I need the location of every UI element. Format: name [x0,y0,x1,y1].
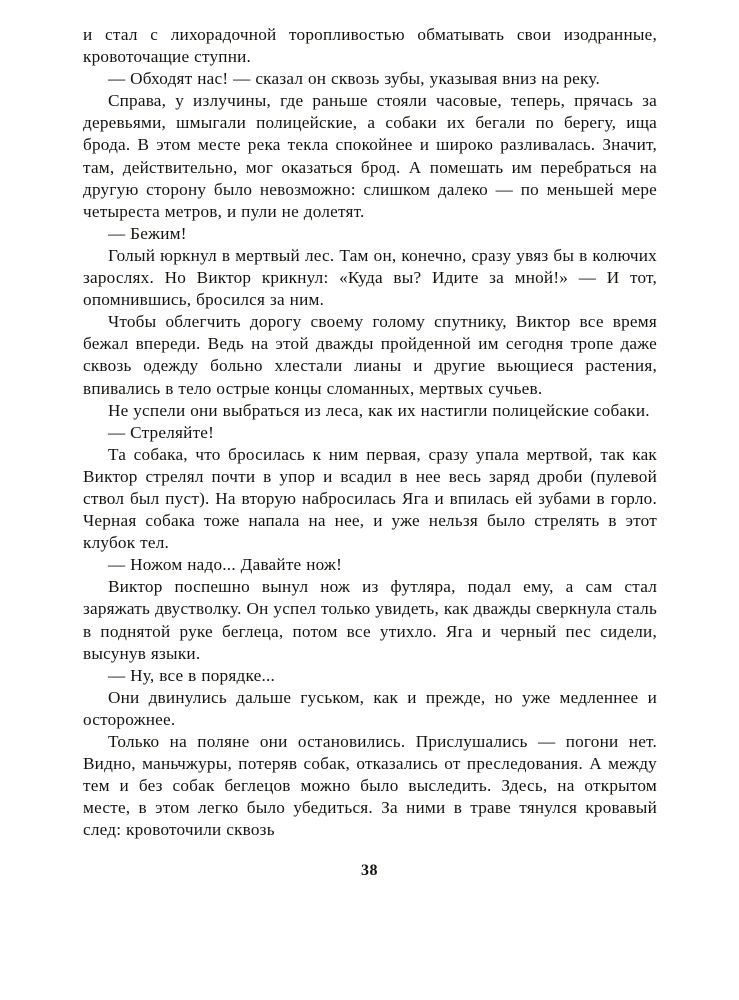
paragraph: и стал с лихорадочной торопливостью обматывать свои изодранные, кровоточащие ступни. [83,25,657,67]
page-number: 38 [361,862,378,879]
paragraph: Справа, у излучины, где раньше стояли часовые, теперь, прячась за деревьями, шмыгали полицейские, а собаки их бегали по берегу, ища брода. В этом месте река текла спокойнее и широко разливалась. Значит, там, действительно, мог оказаться брод. А помешать им перебраться на другую сторону было невозможно: слишком далеко — по меньшей мере четыреста метров, и пули не долетят. [83,91,657,221]
page-text-block [83,24,657,841]
paragraph: Только на поляне они остановились. Прислушались — погони нет. Видно, маньчжуры, потеряв собак, отказались от преследования. А между тем и без собак беглецов можно было выследить. Здесь, на открытом месте, в этом легко было убедиться. За ними в траве тянулся кровавый след: кровоточили сквозь [83,732,657,840]
paragraph: Та собака, что бросилась к ним первая, сразу упала мертвой, так как Виктор стрелял почти в упор и всадил в нее весь заряд дроби (пулевой ствол был пуст). На вторую набросилась Яга и впилась ей зубами в горло. Черная собака тоже напала на нее, и уже нельзя было стрелять в этот клубок тел. [83,444,657,553]
paragraph: — Стреляйте! [107,422,215,442]
paragraph: — Ножом надо... Давайте нож! [107,555,343,575]
paragraph: Они двинулись дальше гуськом, как и прежде, но уже медленнее и осторожнее. [83,687,657,729]
paragraph: Виктор поспешно вынул нож из футляра, подал ему, а сам стал заряжать двустволку. Он успел только увидеть, как дважды сверкнула сталь в поднятой руке беглеца, потом все утихло. Яга и черный пес сидели, высунув языки. [83,577,657,663]
paragraph: Не успели они выбраться из леса, как их настигли полицейские собаки. [107,400,650,420]
paragraph: — Бежим! [107,223,187,243]
paragraph: — Ну, все в порядке... [107,665,276,685]
paragraph: Чтобы облегчить дорогу своему голому спутнику, Виктор все время бежал впереди. Ведь на этой дважды пройденной им сегодня тропе даже сквозь одежду больно хлестали лианы и другие вьющиеся растения, впивались в тело острые концы сломанных, мертвых сучьев. [83,312,657,398]
paragraph: — Обходят нас! — сказал он сквозь зубы, указывая вниз на реку. [107,69,600,89]
paragraph: Голый юркнул в мертвый лес. Там он, конечно, сразу увяз бы в колючих зарослях. Но Виктор крикнул: «Куда вы? Идите за мной!» — И тот, опомнившись, бросился за ним. [83,245,657,310]
